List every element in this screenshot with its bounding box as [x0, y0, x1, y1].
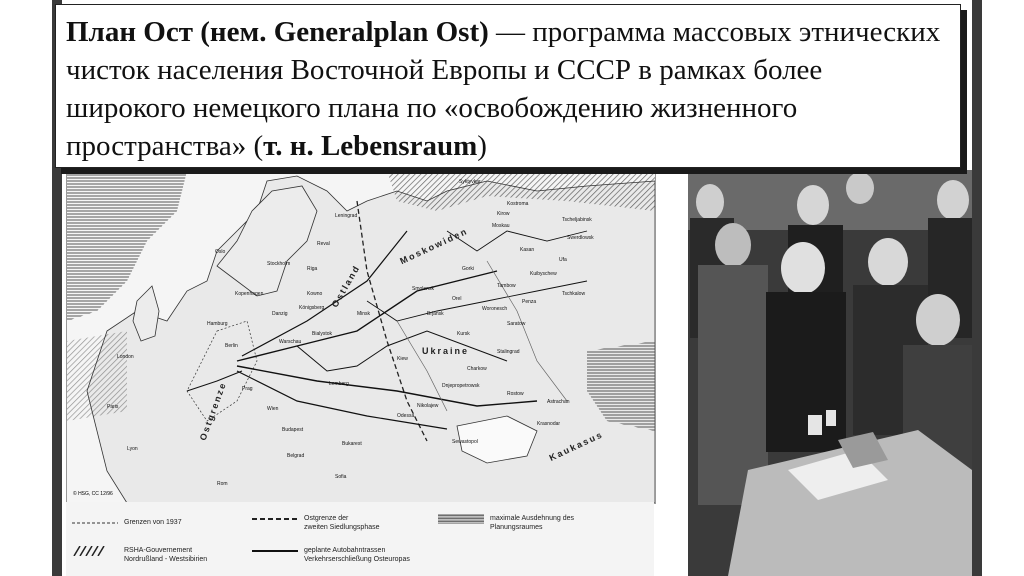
city-label: Riga — [307, 266, 318, 272]
map-legend — [66, 502, 654, 576]
city-label: Königsberg — [299, 305, 325, 311]
city-label: Odessa — [397, 413, 415, 419]
city-label: Prag — [242, 386, 253, 392]
legend-item-autobahn — [252, 546, 410, 564]
city-label: Moskau — [492, 223, 510, 229]
city-label: Warschau — [279, 339, 302, 345]
city-label: Lyon — [127, 446, 138, 452]
city-label: Kirow — [497, 211, 510, 217]
title-term: План Ост (нем. Generalplan Ost) — [66, 16, 489, 48]
city-label: Gorki — [462, 266, 474, 272]
title-lebensraum: т. н. Lebensraum — [263, 130, 478, 162]
city-label: Charkow — [467, 366, 487, 372]
city-label: Kasan — [520, 247, 535, 253]
city-label: London — [117, 354, 134, 360]
city-label: Leningrad — [335, 213, 358, 219]
city-label: Smolensk — [412, 286, 434, 292]
title-paragraph — [66, 13, 946, 165]
legend-item-ostgrenze — [252, 514, 380, 532]
city-label: Woronesch — [482, 306, 508, 312]
city-label: Sewastopol — [452, 439, 478, 445]
city-label: Kostroma — [507, 201, 529, 207]
legend-label: geplante Autobahntrassen Verkehrserschließung Osteuropas — [304, 547, 410, 563]
map-copyright: © HSG, CC 12/96 — [73, 491, 113, 497]
city-label: Reval — [317, 241, 330, 247]
solid-line-symbol — [252, 546, 298, 556]
title-close: ) — [477, 130, 487, 162]
legend-item-planungsraum — [438, 514, 574, 532]
city-label: Hamburg — [207, 321, 228, 327]
city-label: Stockholm — [267, 261, 291, 267]
city-label: Tschkalow — [562, 291, 586, 297]
city-label: Belgrad — [287, 453, 305, 459]
city-label: Nikolajew — [417, 403, 439, 409]
city-label: Sofia — [335, 474, 347, 480]
generalplan-ost-map — [66, 170, 656, 504]
city-label: Lemberg — [329, 381, 349, 387]
region-label: Ostland — [329, 262, 362, 310]
city-label: Kowno — [307, 291, 323, 297]
legend-item-borders-1937 — [72, 518, 182, 528]
city-label: Rom — [217, 481, 228, 487]
city-label: Tambow — [497, 283, 516, 289]
city-label: Saratow — [507, 321, 526, 327]
city-label: Kursk — [457, 331, 470, 337]
city-label: Tscheljabinsk — [562, 217, 592, 223]
city-label: Kuibyschew — [530, 271, 557, 277]
region-label: Moskowiden — [398, 225, 470, 267]
dashed-line-symbol — [72, 518, 118, 528]
city-label: Paris — [107, 404, 119, 410]
legend-label: Ostgrenze der zweiten Siedlungsphase — [304, 515, 380, 531]
city-label: Dnjepropetrowsk — [442, 383, 480, 389]
city-label: Oslo — [215, 249, 226, 255]
city-label: Ufa — [559, 257, 567, 263]
city-label: Bukarest — [342, 441, 362, 447]
legend-label: maximale Ausdehnung des Planungsraumes — [490, 515, 575, 531]
legend-label: RSHA-Gouvernement Nordrußland - Westsibirien — [124, 547, 208, 563]
slide-frame-right — [972, 0, 982, 576]
city-label: Danzig — [272, 311, 288, 317]
title-box — [55, 4, 961, 168]
city-label: Penza — [522, 299, 537, 305]
city-label: Orel — [452, 296, 462, 302]
city-label: Stalingrad — [497, 349, 520, 355]
city-label: Kiew — [397, 356, 408, 362]
region-label: Kaukasus — [547, 429, 605, 463]
diagonal-hatch-symbol — [72, 546, 118, 556]
legend-item-rsha — [72, 546, 207, 564]
historical-photo — [688, 170, 972, 576]
city-label: Astrachan — [547, 399, 570, 405]
city-label: Budapest — [282, 427, 304, 433]
city-label: Minsk — [357, 311, 371, 317]
city-label: Wien — [267, 406, 279, 412]
city-label: Swerdlowsk — [567, 235, 594, 241]
city-label: Brjansk — [427, 311, 444, 317]
city-label: Kopenhagen — [235, 291, 264, 297]
title-description: — программа массовых этнических чисток населения Восточной Европы и СССР в рамках более широкого немецкого плана по «освобождению жизненного пространства» ( — [66, 16, 941, 162]
region-label: Ostgrenze — [197, 380, 229, 442]
city-label: Syktyvkar — [459, 179, 481, 185]
legend-label: Grenzen von 1937 — [124, 519, 182, 526]
horizontal-hatch-symbol — [438, 514, 484, 524]
city-label: Rostow — [507, 391, 524, 397]
photo-drawing — [688, 170, 972, 576]
city-label: Berlin — [225, 343, 238, 349]
region-label: Ukraine — [422, 346, 470, 356]
city-label: Krasnodar — [537, 421, 561, 427]
city-label: Bialystok — [312, 331, 333, 337]
thick-dashed-line-symbol — [252, 514, 298, 524]
